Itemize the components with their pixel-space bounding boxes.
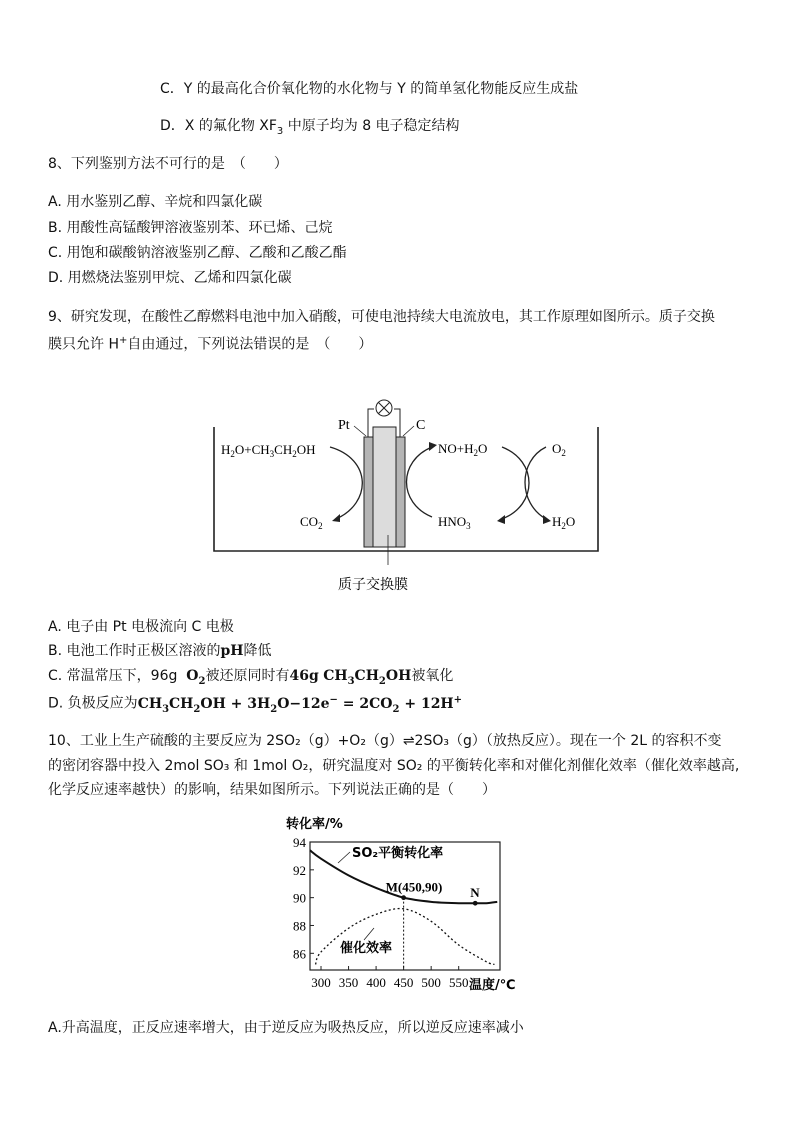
cathode-arrow-left xyxy=(407,447,433,517)
q9-option-a: A. 电子由 Pt 电极流向 C 电极 xyxy=(48,619,234,635)
x-tick-label: 400 xyxy=(366,975,386,990)
pt-label: Pt xyxy=(338,418,350,433)
q8-option-a: A. 用水鉴别乙醇、辛烷和四氯化碳 xyxy=(48,194,263,210)
q9-option-b-pre: B. 电池工作时正极区溶液的 xyxy=(48,643,221,659)
q8-option-b: B. 用酸性高锰酸钾溶液鉴别苯、环已烯、己烷 xyxy=(48,220,333,236)
q9-stem-line2-pre: 膜只允许 H xyxy=(48,336,119,353)
q10-stem-line2: 的密闭容器中投入 2mol SO₃ 和 1mol O₂，研究温度对 SO₂ 的平衡转化率和对催化剂催化效率（催化效率越高, xyxy=(48,758,740,774)
chart-ylabel: 转化率/% xyxy=(286,817,343,832)
catalyst-efficiency-line xyxy=(316,909,495,965)
cathode-hno3: $HNO_3$ xyxy=(438,514,471,531)
plot-frame xyxy=(310,842,500,970)
q10-stem-line1: 10、工业上生产硫酸的主要反应为 2SO₂（g）+O₂（g）⇌2SO₃（g）（放热反应）。现在一个 2L 的容积不变 xyxy=(48,733,722,749)
catalyst-series-label: 催化效率 xyxy=(340,941,393,956)
x-tick-label: 300 xyxy=(311,975,331,990)
so2-series-label: SO₂平衡转化率 xyxy=(352,846,444,861)
c-label: C xyxy=(416,418,426,433)
q9-option-c-mid: 被还原同时有 xyxy=(205,668,290,684)
q9-option-c-o2: $O_2$ xyxy=(186,668,206,687)
q9-option-c xyxy=(48,666,453,692)
chart-xlabel: 温度/℃ xyxy=(469,978,516,993)
q9-option-c-mass: 46g xyxy=(289,668,319,684)
x-tick-label: 350 xyxy=(338,975,359,990)
o2-reduction-arc xyxy=(525,447,546,519)
point-m xyxy=(401,895,406,900)
catalyst-label-leader xyxy=(364,928,374,940)
anode-product: $CO_2$ xyxy=(300,514,323,531)
q9-option-d-pre: D. 负极反应为 xyxy=(48,695,138,712)
o2-reduction-arrowhead xyxy=(543,515,551,524)
q9-stem-line2 xyxy=(48,331,372,355)
lamp-icon xyxy=(376,400,392,416)
q9-option-c-post: 被氧化 xyxy=(411,668,454,684)
anode-reactant: $H_2O+CH_3CH_2OH$ xyxy=(221,442,316,459)
q9-option-c-ethanol: $CH_3CH_2OH$ xyxy=(323,668,412,687)
point-n-label: N xyxy=(470,885,480,901)
q7-option-d xyxy=(160,116,460,142)
q9-stem-line2-post: 自由通过，下列说法错误的是 （ ） xyxy=(127,336,373,353)
q9-stem-line1: 9、研究发现，在酸性乙醇燃料电池中加入硝酸，可使电池持续大电流放电，其工作原理如图所示。质子交换 xyxy=(48,309,715,325)
c-electrode xyxy=(396,437,405,547)
so2-label-leader xyxy=(338,852,350,863)
q7-option-d-sub: 3 xyxy=(276,125,284,137)
x-tick-label: 450 xyxy=(393,975,414,990)
y-tick-label: 86 xyxy=(293,946,306,962)
c-leader xyxy=(403,426,414,436)
pt-electrode xyxy=(364,437,373,547)
q10-option-a: A.升高温度，正反应速率增大，由于逆反应为吸热反应，所以逆反应速率减小 xyxy=(48,1020,524,1036)
q9-stem-line2-sup: + xyxy=(118,335,128,346)
anode-arrow xyxy=(330,447,362,519)
x-tick-label: 500 xyxy=(421,975,441,990)
q8-stem: 8、下列鉴别方法不可行的是 （ ） xyxy=(48,156,288,172)
q10-stem-line3: 化学反应速率越快）的影响，结果如图所示。下列说法正确的是（ ） xyxy=(48,782,496,798)
y-tick-label: 90 xyxy=(293,890,306,906)
proton-exchange-membrane xyxy=(373,427,396,547)
y-tick-label: 94 xyxy=(293,835,306,850)
q7-option-c: C．Y 的最高化合价氧化物的水化物与 Y 的简单氢化物能反应生成盐 xyxy=(160,81,579,97)
point-n xyxy=(473,901,478,906)
q8-option-c: C. 用饱和碳酸钠溶液鉴别乙醇、乙酸和乙酸乙酯 xyxy=(48,245,347,261)
pt-leader xyxy=(354,426,366,436)
cell-container xyxy=(214,427,598,551)
point-m-label: M(450,90) xyxy=(385,879,443,895)
cathode-h2o: $H_2O$ xyxy=(552,514,576,531)
q9-option-b xyxy=(48,641,272,661)
q7-option-d-pre: D．X 的氟化物 XF xyxy=(160,118,277,134)
q9-option-b-post: 降低 xyxy=(243,643,272,659)
q9-option-d-equation: $CH_3CH_2OH + 3H_2O-12e^- = 2CO_2 + 12H^+$ xyxy=(137,694,463,715)
q9-option-b-ph: pH xyxy=(220,643,244,659)
q7-option-d-post: 中原子均为 8 电子稳定结构 xyxy=(283,118,460,134)
x-tick-label: 550 xyxy=(448,975,469,990)
y-tick-label: 92 xyxy=(293,862,306,878)
q9-option-d xyxy=(48,690,462,719)
cathode-no-h2o: $NO+H_2O$ xyxy=(438,441,488,458)
membrane-label: 质子交换膜 xyxy=(338,577,408,593)
q8-option-d: D. 用燃烧法鉴别甲烷、乙烯和四氯化碳 xyxy=(48,270,292,286)
anode-arrowhead xyxy=(332,514,340,522)
cathode-cycle-arrowhead xyxy=(497,515,505,524)
cathode-o2: $O_2$ xyxy=(552,441,566,458)
cathode-arrow-left-head xyxy=(429,442,437,451)
temperature-chart xyxy=(282,812,532,1002)
q9-option-c-pre: C. 常温常压下，96g xyxy=(48,668,178,684)
fuel-cell-diagram xyxy=(200,395,610,600)
y-tick-label: 88 xyxy=(293,918,306,934)
